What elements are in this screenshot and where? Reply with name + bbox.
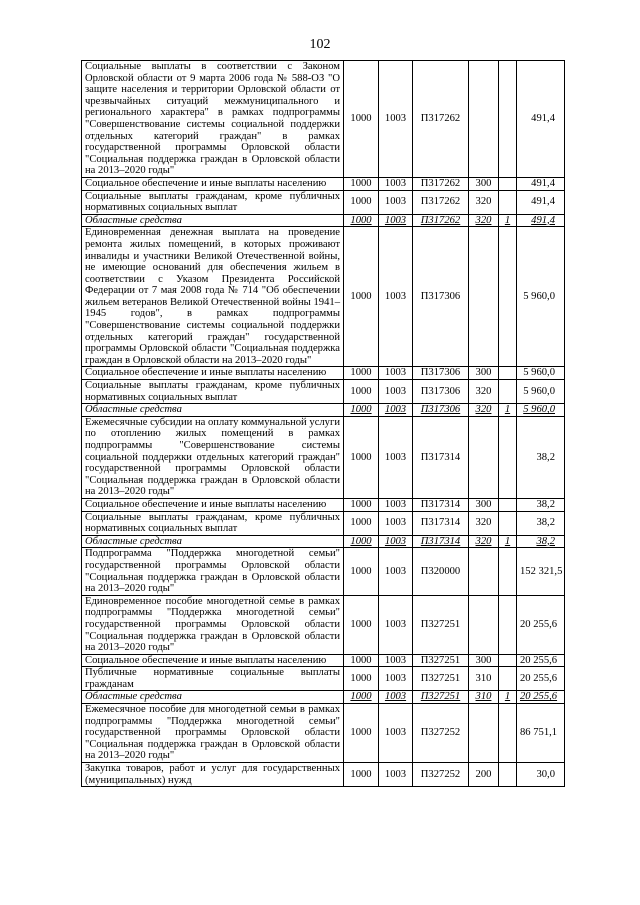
subsection-code-cell: 1003 [379, 177, 413, 190]
subsection-code-cell: 1003 [379, 763, 413, 787]
funding-source-cell [499, 190, 517, 214]
expense-type-cell: 300 [469, 177, 499, 190]
amount-cell: 38,2 [517, 535, 565, 548]
amount-cell: 5 960,0 [517, 380, 565, 404]
amount-cell: 491,4 [517, 214, 565, 227]
section-code-cell: 1000 [344, 380, 379, 404]
subsection-code-cell: 1003 [379, 190, 413, 214]
funding-source-cell: 1 [499, 691, 517, 704]
amount-cell: 38,2 [517, 416, 565, 498]
section-code-cell: 1000 [344, 763, 379, 787]
table-row [82, 404, 565, 417]
section-code-cell: 1000 [344, 190, 379, 214]
expense-type-cell: 320 [469, 190, 499, 214]
section-code-cell: 1000 [344, 416, 379, 498]
section-code-cell: 1000 [344, 61, 379, 178]
table-row [82, 367, 565, 380]
subsection-code-cell: 1003 [379, 654, 413, 667]
section-code-cell: 1000 [344, 498, 379, 511]
funding-source-cell [499, 177, 517, 190]
amount-cell: 5 960,0 [517, 404, 565, 417]
target-article-cell: П317314 [413, 535, 469, 548]
expense-type-cell [469, 416, 499, 498]
target-article-cell: П317262 [413, 214, 469, 227]
table-row [82, 177, 565, 190]
row-name-cell: Социальное обеспечение и иные выплаты населению [82, 177, 344, 190]
funding-source-cell [499, 763, 517, 787]
funding-source-cell [499, 595, 517, 654]
subsection-code-cell: 1003 [379, 511, 413, 535]
table-body [82, 61, 565, 787]
target-article-cell: П327252 [413, 763, 469, 787]
row-name-cell: Социальные выплаты гражданам, кроме публичных нормативных социальных выплат [82, 380, 344, 404]
target-article-cell: П317262 [413, 190, 469, 214]
row-name-cell: Подпрограмма "Поддержка многодетной семьи" государственной программы Орловской области "Социальная поддержка граждан в Орловской области на 2013–2020 годы" [82, 548, 344, 595]
funding-source-cell [499, 61, 517, 178]
target-article-cell: П327251 [413, 691, 469, 704]
target-article-cell: П317306 [413, 367, 469, 380]
target-article-cell: П327251 [413, 654, 469, 667]
funding-source-cell [499, 704, 517, 763]
row-name-cell: Ежемесячные субсидии на оплату коммунальной услуги по отоплению жилых помещений в рамках подпрограммы "Совершенствование системы социальной поддержки отдельных категорий граждан" государственной программы Орловской области "Социальная поддержка граждан в Орловской области на 2013–2020 годы" [82, 416, 344, 498]
amount-cell: 38,2 [517, 511, 565, 535]
row-name-cell: Публичные нормативные социальные выплаты гражданам [82, 667, 344, 691]
funding-source-cell [499, 380, 517, 404]
table-row [82, 380, 565, 404]
expense-type-cell: 300 [469, 498, 499, 511]
table-row [82, 548, 565, 595]
section-code-cell: 1000 [344, 535, 379, 548]
subsection-code-cell: 1003 [379, 367, 413, 380]
expense-type-cell: 320 [469, 535, 499, 548]
row-name-cell: Ежемесячное пособие для многодетной семьи в рамках подпрограммы "Поддержка многодетной семьи" государственной программы Орловской области "Социальная поддержка граждан в Орловской области на 2013–2020 годы" [82, 704, 344, 763]
funding-source-cell [499, 367, 517, 380]
expense-type-cell: 320 [469, 380, 499, 404]
amount-cell: 20 255,6 [517, 595, 565, 654]
row-name-cell: Закупка товаров, работ и услуг для государственных (муниципальных) нужд [82, 763, 344, 787]
amount-cell: 30,0 [517, 763, 565, 787]
expense-type-cell [469, 704, 499, 763]
expense-type-cell: 320 [469, 511, 499, 535]
section-code-cell: 1000 [344, 654, 379, 667]
target-article-cell: П317306 [413, 380, 469, 404]
row-name-cell: Социальные выплаты гражданам, кроме публичных нормативных социальных выплат [82, 190, 344, 214]
expense-type-cell [469, 227, 499, 367]
table-row [82, 511, 565, 535]
target-article-cell: П317314 [413, 416, 469, 498]
section-code-cell: 1000 [344, 667, 379, 691]
row-name-cell: Областные средства [82, 691, 344, 704]
expense-type-cell [469, 61, 499, 178]
row-name-cell: Областные средства [82, 404, 344, 417]
funding-source-cell [499, 227, 517, 367]
expense-type-cell: 310 [469, 691, 499, 704]
table-row [82, 214, 565, 227]
section-code-cell: 1000 [344, 214, 379, 227]
target-article-cell: П317306 [413, 227, 469, 367]
section-code-cell: 1000 [344, 704, 379, 763]
expense-type-cell: 300 [469, 367, 499, 380]
subsection-code-cell: 1003 [379, 416, 413, 498]
funding-source-cell [499, 511, 517, 535]
funding-source-cell [499, 654, 517, 667]
section-code-cell: 1000 [344, 511, 379, 535]
target-article-cell: П317314 [413, 498, 469, 511]
subsection-code-cell: 1003 [379, 380, 413, 404]
section-code-cell: 1000 [344, 548, 379, 595]
funding-source-cell: 1 [499, 535, 517, 548]
subsection-code-cell: 1003 [379, 227, 413, 367]
amount-cell: 491,4 [517, 190, 565, 214]
row-name-cell: Единовременное пособие многодетной семье в рамках подпрограммы "Поддержка многодетной семьи" государственной программы Орловской области "Социальная поддержка граждан в Орловской области на 2013–2020 годы" [82, 595, 344, 654]
expense-type-cell [469, 595, 499, 654]
subsection-code-cell: 1003 [379, 667, 413, 691]
table-row [82, 595, 565, 654]
subsection-code-cell: 1003 [379, 214, 413, 227]
funding-source-cell [499, 498, 517, 511]
subsection-code-cell: 1003 [379, 404, 413, 417]
row-name-cell: Областные средства [82, 214, 344, 227]
table-row [82, 416, 565, 498]
row-name-cell: Социальное обеспечение и иные выплаты населению [82, 654, 344, 667]
table-row [82, 535, 565, 548]
target-article-cell: П320000 [413, 548, 469, 595]
page-number: 102 [309, 37, 331, 52]
section-code-cell: 1000 [344, 404, 379, 417]
row-name-cell: Социальное обеспечение и иные выплаты населению [82, 498, 344, 511]
table-row [82, 498, 565, 511]
table-row [82, 691, 565, 704]
table-row [82, 667, 565, 691]
funding-source-cell [499, 667, 517, 691]
section-code-cell: 1000 [344, 691, 379, 704]
section-code-cell: 1000 [344, 177, 379, 190]
expense-type-cell: 320 [469, 214, 499, 227]
amount-cell: 38,2 [517, 498, 565, 511]
table-row [82, 190, 565, 214]
target-article-cell: П317262 [413, 177, 469, 190]
section-code-cell: 1000 [344, 367, 379, 380]
funding-source-cell [499, 416, 517, 498]
target-article-cell: П317314 [413, 511, 469, 535]
funding-source-cell: 1 [499, 404, 517, 417]
row-name-cell: Социальные выплаты в соответствии с Законом Орловской области от 9 марта 2006 года № 588-ОЗ "О защите населения и территории Орловской области от чрезвычайных ситуаций межмуниципального и регионального характера" в рамках подпрограммы "Совершенствование системы социальной поддержки отдельных категорий граждан" в рамках государственной программы Орловской области "Социальная поддержка граждан в Орловской области на 2013–2020 годы" [82, 61, 344, 178]
row-name-cell: Социальное обеспечение и иные выплаты населению [82, 367, 344, 380]
row-name-cell: Областные средства [82, 535, 344, 548]
target-article-cell: П327251 [413, 667, 469, 691]
amount-cell: 20 255,6 [517, 654, 565, 667]
amount-cell: 491,4 [517, 177, 565, 190]
target-article-cell: П327251 [413, 595, 469, 654]
table-row [82, 227, 565, 367]
subsection-code-cell: 1003 [379, 704, 413, 763]
row-name-cell: Единовременная денежная выплата на проведение ремонта жилых помещений, в которых проживают инвалиды и участники Великой Отечественной войны, не имеющие оснований для обеспечения жильем в соответствии с Указом Президента Российской Федерации от 7 мая 2008 года № 714 "Об обеспечении жильем ветеранов Великой Отечественной войны 1941–1945 годов", в рамках подпрограммы "Совершенствование системы социальной поддержки отдельных категорий граждан" государственной программы Орловской области "Социальная поддержка граждан в Орловской области на 2013–2020 годы" [82, 227, 344, 367]
subsection-code-cell: 1003 [379, 595, 413, 654]
funding-source-cell: 1 [499, 214, 517, 227]
table-row [82, 704, 565, 763]
section-code-cell: 1000 [344, 227, 379, 367]
target-article-cell: П317306 [413, 404, 469, 417]
target-article-cell: П317262 [413, 61, 469, 178]
expense-type-cell: 310 [469, 667, 499, 691]
subsection-code-cell: 1003 [379, 535, 413, 548]
expense-type-cell: 300 [469, 654, 499, 667]
amount-cell: 20 255,6 [517, 691, 565, 704]
subsection-code-cell: 1003 [379, 498, 413, 511]
row-name-cell: Социальные выплаты гражданам, кроме публичных нормативных социальных выплат [82, 511, 344, 535]
budget-table [81, 60, 565, 787]
amount-cell: 152 321,5 [517, 548, 565, 595]
target-article-cell: П327252 [413, 704, 469, 763]
expense-type-cell [469, 548, 499, 595]
table-row [82, 763, 565, 787]
subsection-code-cell: 1003 [379, 691, 413, 704]
subsection-code-cell: 1003 [379, 61, 413, 178]
expense-type-cell: 200 [469, 763, 499, 787]
amount-cell: 86 751,1 [517, 704, 565, 763]
amount-cell: 5 960,0 [517, 367, 565, 380]
amount-cell: 5 960,0 [517, 227, 565, 367]
subsection-code-cell: 1003 [379, 548, 413, 595]
amount-cell: 20 255,6 [517, 667, 565, 691]
funding-source-cell [499, 548, 517, 595]
amount-cell: 491,4 [517, 61, 565, 178]
expense-type-cell: 320 [469, 404, 499, 417]
table-row [82, 61, 565, 178]
table-row [82, 654, 565, 667]
section-code-cell: 1000 [344, 595, 379, 654]
